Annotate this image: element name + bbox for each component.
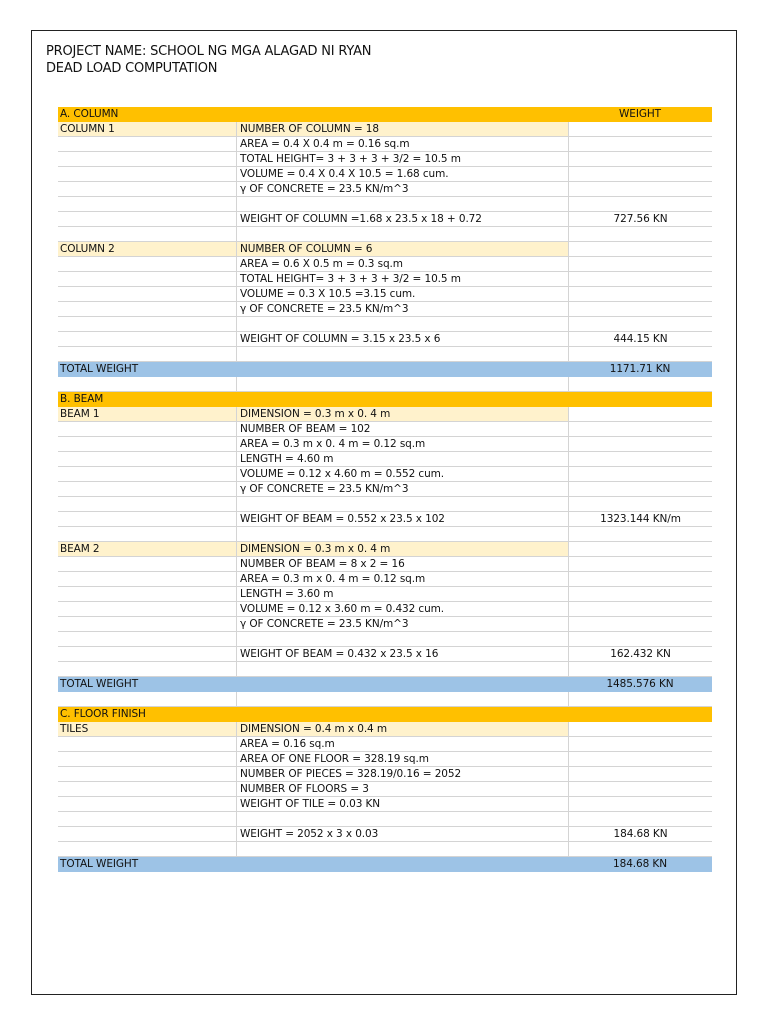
computation-cell (236, 317, 568, 331)
computation-cell: DIMENSION = 0.4 m x 0.4 m (236, 722, 568, 736)
weight-cell (568, 557, 712, 571)
computation-table (58, 107, 712, 872)
weight-cell (568, 572, 712, 586)
computation-cell (236, 632, 568, 646)
item-cell (58, 317, 236, 331)
table-row (58, 332, 712, 347)
table-row (58, 752, 712, 767)
item-cell: TOTAL WEIGHT (60, 858, 139, 870)
item-cell (58, 152, 236, 166)
item-cell (58, 257, 236, 271)
project-name: PROJECT NAME: SCHOOL NG MGA ALAGAD NI RYAN (46, 44, 372, 59)
computation-cell: NUMBER OF PIECES = 328.19/0.16 = 2052 (236, 767, 568, 781)
table-row (58, 557, 712, 572)
table-row (58, 377, 712, 392)
weight-cell (568, 347, 712, 361)
weight-cell (568, 722, 712, 736)
table-row (58, 452, 712, 467)
weight-cell: 1485.576 KN (606, 678, 674, 690)
weight-cell (568, 752, 712, 766)
weight-cell (568, 737, 712, 751)
weight-cell (568, 797, 712, 811)
item-cell: C. FLOOR FINISH (60, 708, 146, 720)
item-cell: TILES (58, 722, 236, 736)
weight-cell (568, 542, 712, 556)
table-row (58, 617, 712, 632)
weight-cell (568, 377, 712, 391)
computation-cell: WEIGHT OF COLUMN = 3.15 x 23.5 x 6 (236, 332, 568, 346)
weight-cell (568, 122, 712, 136)
table-row (58, 827, 712, 842)
computation-cell (236, 227, 568, 241)
weight-cell (568, 407, 712, 421)
table-row (58, 287, 712, 302)
weight-cell (568, 632, 712, 646)
computation-cell (236, 857, 568, 871)
item-cell (58, 137, 236, 151)
item-cell (58, 512, 236, 526)
weight-cell: WEIGHT (619, 108, 661, 120)
computation-cell: WEIGHT OF BEAM = 0.432 x 23.5 x 16 (236, 647, 568, 661)
computation-cell: TOTAL HEIGHT= 3 + 3 + 3 + 3/2 = 10.5 m (236, 152, 568, 166)
weight-cell: 444.15 KN (568, 332, 712, 346)
table-row (58, 137, 712, 152)
weight-cell: 1171.71 KN (609, 363, 671, 375)
computation-cell: VOLUME = 0.4 X 0.4 X 10.5 = 1.68 cum. (236, 167, 568, 181)
weight-cell (568, 287, 712, 301)
table-row (58, 122, 712, 137)
weight-cell (568, 812, 712, 826)
computation-cell: NUMBER OF BEAM = 8 x 2 = 16 (236, 557, 568, 571)
table-row (58, 407, 712, 422)
item-cell (58, 827, 236, 841)
item-cell: TOTAL WEIGHT (60, 363, 139, 375)
table-row (58, 242, 712, 257)
table-row (58, 692, 712, 707)
table-row (58, 152, 712, 167)
table-row (58, 722, 712, 737)
computation-cell: AREA OF ONE FLOOR = 328.19 sq.m (236, 752, 568, 766)
computation-cell (236, 362, 568, 376)
computation-cell (236, 707, 568, 721)
weight-cell (568, 587, 712, 601)
weight-cell (568, 422, 712, 436)
item-cell (58, 842, 236, 856)
computation-cell: DIMENSION = 0.3 m x 0. 4 m (236, 542, 568, 556)
computation-cell (236, 527, 568, 541)
computation-cell (236, 497, 568, 511)
item-cell (58, 632, 236, 646)
document-subtitle: DEAD LOAD COMPUTATION (46, 61, 218, 76)
item-cell (58, 437, 236, 451)
computation-cell (236, 812, 568, 826)
table-row (58, 767, 712, 782)
table-row (58, 257, 712, 272)
table-row (58, 302, 712, 317)
computation-cell: AREA = 0.3 m x 0. 4 m = 0.12 sq.m (236, 572, 568, 586)
table-row (58, 482, 712, 497)
item-cell (58, 377, 236, 391)
weight-cell (568, 707, 712, 721)
weight-cell: 1323.144 KN/m (568, 512, 712, 526)
computation-cell: LENGTH = 3.60 m (236, 587, 568, 601)
weight-cell (568, 167, 712, 181)
table-row (58, 512, 712, 527)
item-cell (58, 332, 236, 346)
item-cell (58, 617, 236, 631)
weight-cell (568, 257, 712, 271)
computation-cell: VOLUME = 0.12 x 3.60 m = 0.432 cum. (236, 602, 568, 616)
weight-cell (568, 782, 712, 796)
section-header-row (58, 392, 712, 407)
table-row (58, 647, 712, 662)
weight-cell (568, 437, 712, 451)
weight-cell (568, 137, 712, 151)
computation-cell: WEIGHT OF COLUMN =1.68 x 23.5 x 18 + 0.72 (236, 212, 568, 226)
computation-cell: TOTAL HEIGHT= 3 + 3 + 3 + 3/2 = 10.5 m (236, 272, 568, 286)
table-row (58, 197, 712, 212)
weight-cell: 162.432 KN (568, 647, 712, 661)
table-row (58, 167, 712, 182)
total-weight-row (58, 362, 712, 377)
item-cell (58, 572, 236, 586)
weight-cell (568, 182, 712, 196)
weight-cell (568, 497, 712, 511)
table-row (58, 347, 712, 362)
table-row (58, 272, 712, 287)
item-cell (58, 212, 236, 226)
computation-cell: NUMBER OF COLUMN = 18 (236, 122, 568, 136)
weight-cell (568, 482, 712, 496)
computation-cell: γ OF CONCRETE = 23.5 KN/m^3 (236, 302, 568, 316)
weight-cell (568, 452, 712, 466)
computation-cell: WEIGHT OF TILE = 0.03 KN (236, 797, 568, 811)
item-cell (58, 272, 236, 286)
computation-cell: NUMBER OF BEAM = 102 (236, 422, 568, 436)
table-row (58, 527, 712, 542)
computation-cell: WEIGHT = 2052 x 3 x 0.03 (236, 827, 568, 841)
computation-cell: γ OF CONCRETE = 23.5 KN/m^3 (236, 182, 568, 196)
weight-cell: 184.68 KN (613, 858, 667, 870)
table-row (58, 317, 712, 332)
table-row (58, 737, 712, 752)
table-row (58, 632, 712, 647)
table-row (58, 422, 712, 437)
item-cell (58, 287, 236, 301)
weight-cell (568, 317, 712, 331)
computation-cell: γ OF CONCRETE = 23.5 KN/m^3 (236, 482, 568, 496)
table-row (58, 812, 712, 827)
table-row (58, 842, 712, 857)
weight-cell (568, 242, 712, 256)
table-row (58, 782, 712, 797)
computation-cell: VOLUME = 0.3 X 10.5 =3.15 cum. (236, 287, 568, 301)
item-cell: B. BEAM (60, 393, 104, 405)
computation-cell: DIMENSION = 0.3 m x 0. 4 m (236, 407, 568, 421)
table-row (58, 497, 712, 512)
computation-cell (236, 107, 568, 121)
table-row (58, 587, 712, 602)
weight-cell (568, 527, 712, 541)
weight-cell (568, 392, 712, 406)
item-cell (58, 797, 236, 811)
computation-cell: AREA = 0.6 X 0.5 m = 0.3 sq.m (236, 257, 568, 271)
item-cell (58, 452, 236, 466)
computation-cell: AREA = 0.3 m x 0. 4 m = 0.12 sq.m (236, 437, 568, 451)
item-cell (58, 737, 236, 751)
item-cell (58, 662, 236, 676)
weight-cell: 727.56 KN (568, 212, 712, 226)
computation-cell (236, 842, 568, 856)
item-cell (58, 692, 236, 706)
computation-cell: WEIGHT OF BEAM = 0.552 x 23.5 x 102 (236, 512, 568, 526)
item-cell (58, 767, 236, 781)
weight-cell (568, 197, 712, 211)
weight-cell (568, 602, 712, 616)
table-row (58, 212, 712, 227)
item-cell: COLUMN 2 (58, 242, 236, 256)
computation-cell: γ OF CONCRETE = 23.5 KN/m^3 (236, 617, 568, 631)
table-row (58, 227, 712, 242)
item-cell: COLUMN 1 (58, 122, 236, 136)
item-cell (58, 557, 236, 571)
computation-cell (236, 347, 568, 361)
weight-cell (568, 692, 712, 706)
computation-cell (236, 662, 568, 676)
table-row (58, 542, 712, 557)
item-cell (58, 497, 236, 511)
item-cell (58, 482, 236, 496)
computation-cell (236, 197, 568, 211)
item-cell (58, 197, 236, 211)
item-cell (58, 602, 236, 616)
computation-cell (236, 392, 568, 406)
computation-cell: VOLUME = 0.12 x 4.60 m = 0.552 cum. (236, 467, 568, 481)
weight-cell (568, 617, 712, 631)
section-header-row (58, 707, 712, 722)
item-cell (58, 302, 236, 316)
weight-cell (568, 767, 712, 781)
item-cell (58, 587, 236, 601)
item-cell (58, 527, 236, 541)
weight-cell: 184.68 KN (568, 827, 712, 841)
item-cell (58, 347, 236, 361)
computation-cell: NUMBER OF FLOORS = 3 (236, 782, 568, 796)
computation-cell: LENGTH = 4.60 m (236, 452, 568, 466)
total-weight-row (58, 857, 712, 872)
table-row (58, 572, 712, 587)
item-cell: BEAM 2 (58, 542, 236, 556)
computation-cell: AREA = 0.16 sq.m (236, 737, 568, 751)
item-cell (58, 752, 236, 766)
item-cell (58, 782, 236, 796)
total-weight-row (58, 677, 712, 692)
computation-cell (236, 377, 568, 391)
computation-cell: AREA = 0.4 X 0.4 m = 0.16 sq.m (236, 137, 568, 151)
item-cell (58, 227, 236, 241)
weight-cell (568, 302, 712, 316)
item-cell (58, 647, 236, 661)
weight-cell (568, 227, 712, 241)
computation-cell (236, 677, 568, 691)
table-row (58, 467, 712, 482)
weight-cell (568, 272, 712, 286)
item-cell (58, 182, 236, 196)
item-cell (58, 167, 236, 181)
table-row (58, 602, 712, 617)
item-cell: TOTAL WEIGHT (60, 678, 139, 690)
weight-cell (568, 662, 712, 676)
item-cell (58, 812, 236, 826)
computation-cell: NUMBER OF COLUMN = 6 (236, 242, 568, 256)
item-cell (58, 467, 236, 481)
table-row (58, 437, 712, 452)
table-row (58, 182, 712, 197)
table-row (58, 797, 712, 812)
weight-cell (568, 467, 712, 481)
weight-cell (568, 152, 712, 166)
item-cell: BEAM 1 (58, 407, 236, 421)
weight-cell (568, 842, 712, 856)
computation-cell (236, 692, 568, 706)
item-cell: A. COLUMN (60, 108, 119, 120)
section-header-row (58, 107, 712, 122)
table-row (58, 662, 712, 677)
item-cell (58, 422, 236, 436)
